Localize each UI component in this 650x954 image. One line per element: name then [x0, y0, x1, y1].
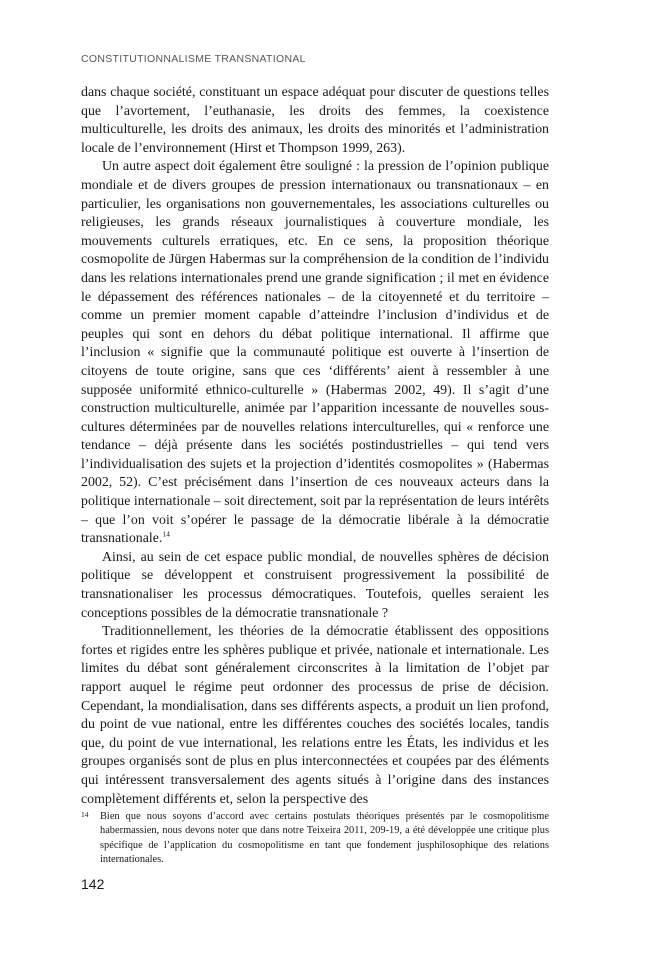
footnote-reference[interactable]: 14 — [162, 529, 170, 539]
footnote-text: Bien que nous soyons d’accord avec certains postulats théoriques présentés par le cosmopolitisme habermassien, nous devons noter que dans notre Teixeira 2011, 209-19, a été développée une critique plus spécifique de l’application du cosmopolitisme en tant que fondement jusphilosophique des relations internationales. — [100, 811, 549, 866]
running-header: CONSTITUTIONNALISME TRANSNATIONAL — [81, 53, 306, 65]
paragraph: dans chaque société, constituant un espace adéquat pour discuter de questions telles que l’avortement, l’euthanasie, les droits des femmes, la coexistence multiculturelle, les droits des animaux, les droits des minorités et l’administration locale de l’environnement (Hirst et Thompson 1999, 263). — [81, 85, 549, 156]
paragraph — [81, 158, 549, 548]
footnote — [81, 810, 549, 868]
paragraph: Traditionnellement, les théories de la démocratie établissent des oppositions fortes et rigides entre les sphères publique et privée, nationale et internationale. Les limites du débat sont généralement circonscrites à la limitation de l’objet par rapport auquel le régime peut ordonner des processus de prise de décision. Cependant, la mondialisation, dans ses différents aspects, a produit un lien profond, du point de vue national, entre les différentes couches des sociétés locales, tandis que, du point de vue international, les relations entre les États, les individus et les groupes organisés sont de plus en plus interconnectées et coupées par des éléments qui intéressent transversalement des agents situés à l’origine dans des instances complètement différents et, selon la perspective des — [81, 624, 549, 807]
page-number: 142 — [81, 876, 105, 892]
main-text — [81, 84, 549, 809]
footnote-number: 14 — [81, 810, 89, 819]
paragraph: Ainsi, au sein de cet espace public mondial, de nouvelles sphères de décision politique se développent et construisent progressivement la possibilité de transnationaliser les processus démocratiques. Toutefois, quelles seraient les conceptions possibles de la démocratie transnationale ? — [81, 549, 549, 621]
paragraph-text: Un autre aspect doit également être souligné : la pression de l’opinion publique mondiale et de divers groupes de pression internationaux ou transnationaux – en particulier, les organisations non gouvernementales, les associations culturelles ou religieuses, les grands réseaux journalistiques à couverture mondiale, les mouvements culturels erratiques, etc. En ce sens, la proposition théorique cosmopolite de Jürgen Habermas sur la compréhension de la condition de l’individu dans les relations internationales prend une grande signification ; il met en évidence le dépassement des références nationales – de la citoyenneté et du territoire – comme un premier moment capable d’atteindre l’inclusion d’individus et de peuples qui sont en dehors du débat politique international. Il affirme que l’inclusion « signifie que la communauté politique est ouverte à l’insertion de citoyens de toute origine, sans que ces ‘différents’ aient à ressembler à une supposée uniformité ethnico-culturelle » (Habermas 2002, 49). Il s’agit d’une construction multiculturelle, animée par l’apparition incessante de nouvelles sous-cultures déterminées par de nouvelles relations interculturelles, qui « renforce une tendance – déjà présente dans les sociétés postindustrielles – qui tend vers l’individualisation des sujets et la projection d’identités cosmopolites » (Habermas 2002, 52). C’est précisément dans l’insertion de ces nouveaux acteurs dans la politique internationale – soit directement, soit par la représentation de leurs intérêts – que l’on voit s’opérer le passage de la démocratie libérale à la démocratie transnationale. — [81, 159, 549, 547]
